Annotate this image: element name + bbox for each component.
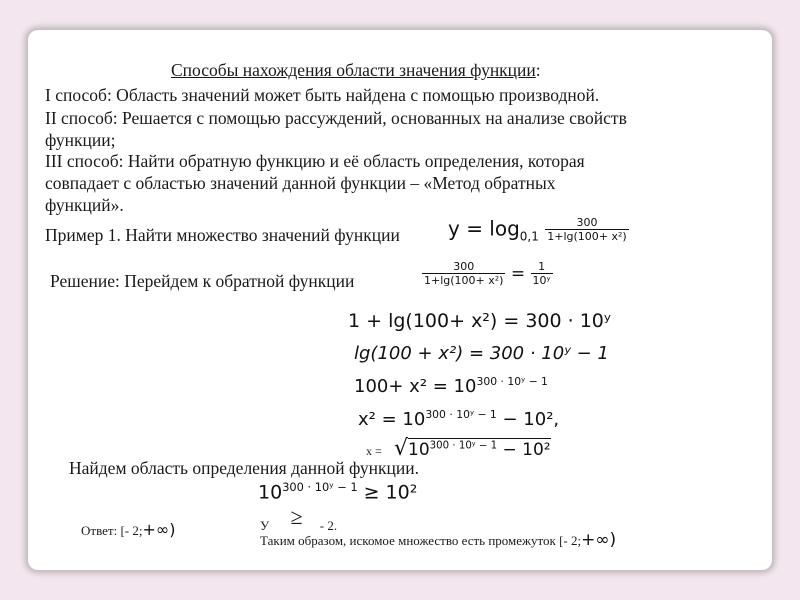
eq4-exponent: 300 · 10ʸ − 1 xyxy=(425,408,497,421)
equation-4 xyxy=(358,408,559,430)
method-1: I способ: Область значений может быть найдена с помощью производной. xyxy=(45,85,600,105)
conclusion-text: Таким образом, искомое множество есть промежуток [- 2; xyxy=(260,533,582,548)
answer-infinity: +∞) xyxy=(142,520,176,539)
ineq-exponent: 300 · 10ʸ − 1 xyxy=(282,480,358,494)
title-text: Способы нахождения области значения функции xyxy=(171,60,536,80)
inv-right-denominator: 10ʸ xyxy=(532,274,551,287)
method-2-line-1: II способ: Решается с помощью рассуждений, основанных на анализе свойств xyxy=(45,108,627,128)
method-2 xyxy=(45,107,627,151)
inequality xyxy=(258,480,417,503)
y-label: У xyxy=(260,518,270,533)
eq5-base: 10 xyxy=(408,440,430,460)
method-3-line-1: III способ: Найти обратную функцию и её область определения, которая xyxy=(45,151,585,171)
sqrt-sign-icon: √ xyxy=(394,436,409,461)
answer xyxy=(81,520,175,539)
equation-2: lg(100 + x²) = 300 · 10ʸ − 1 xyxy=(354,343,609,364)
find-domain-text: Найдем область определения данной функции. xyxy=(69,458,419,478)
minus-two: - 2. xyxy=(319,518,338,533)
func-fraction xyxy=(545,216,628,244)
solution-text: Решение: Перейдем к обратной функции xyxy=(50,271,355,291)
inv-fraction xyxy=(422,260,505,288)
eq3-exponent: 300 · 10ʸ − 1 xyxy=(476,375,548,388)
equation-3 xyxy=(354,375,548,397)
eq5-right: − 10² xyxy=(497,440,551,460)
func-y: y = log xyxy=(448,216,520,241)
answer-text: Ответ: [- 2; xyxy=(81,523,143,538)
eq4-right: − 10², xyxy=(496,409,560,430)
ineq-base: 10 xyxy=(258,481,283,504)
ge-sign: ≥ xyxy=(290,504,303,529)
inv-equals: = xyxy=(510,264,526,284)
eq5-exponent: 300 · 10ʸ − 1 xyxy=(429,440,498,452)
inv-right-fraction xyxy=(531,260,553,288)
title-colon: : xyxy=(535,60,541,80)
slide xyxy=(28,30,772,570)
x-equals-label: x = xyxy=(366,444,382,458)
conclusion xyxy=(260,530,616,550)
example-text: Пример 1. Найти множество значений функции xyxy=(45,225,400,245)
method-3-line-3: функций». xyxy=(45,195,124,215)
ineq-right: ≥ 10² xyxy=(357,481,418,504)
inverse-equation xyxy=(422,260,553,288)
func-base: 0,1 xyxy=(519,229,539,244)
method-3 xyxy=(45,150,585,216)
function-formula xyxy=(448,216,629,244)
func-numerator: 300 xyxy=(576,216,598,229)
eq3-left: 100+ x² = 10 xyxy=(354,376,477,397)
method-2-line-2: функции; xyxy=(45,130,116,150)
inv-denominator: 1+lg(100+ x²) xyxy=(424,274,504,287)
inv-numerator: 300 xyxy=(453,260,475,273)
method-3-line-2: совпадает с областью значений данной функции – «Метод обратных xyxy=(45,173,556,193)
eq4-left: x² = 10 xyxy=(358,409,426,430)
func-denominator: 1+lg(100+ x²) xyxy=(547,230,627,243)
equation-1: 1 + lg(100+ x²) = 300 · 10ʸ xyxy=(348,310,611,332)
conclusion-infinity: +∞) xyxy=(581,530,617,550)
sqrt-radicand xyxy=(408,438,551,460)
slide-title xyxy=(171,60,541,81)
inv-right-numerator: 1 xyxy=(538,260,546,273)
